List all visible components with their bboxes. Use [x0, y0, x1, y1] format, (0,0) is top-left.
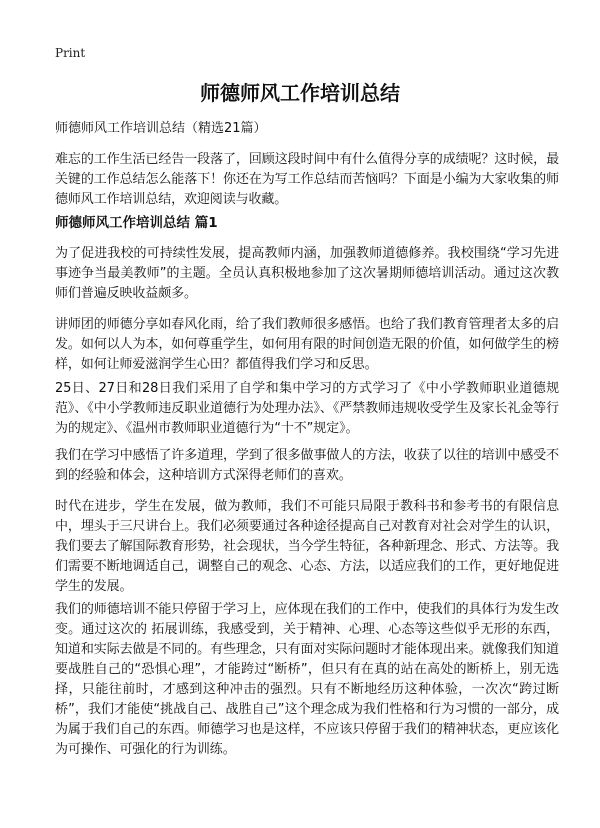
document-subtitle: 师德师风工作培训总结（精选21篇）: [55, 121, 267, 136]
paragraph-5: 时代在进步，学生在发展，做为教师，我们不可能只局限于教科书和参考书的有限信息中，埋头于三尺讲台上。我们必须要通过各种途径提高自己对教育对社会对学生的认识，我们要去了解国际教育形势，社会现状，当今学生特征，各种新理念、形式、方法等。我们需要不断地调适自己，调整自己的观念、心态、方法，以适应我们的工作，更好地促进学生的发展。: [55, 499, 559, 594]
section-heading: 师德师风工作培训总结 篇1: [55, 215, 218, 231]
paragraph-3: 25日、27日和28日我们采用了自学和集中学习的方式学习了《中小学教师职业道德规范》、《中小学教师违反职业道德行为处理办法》、《严禁教师违规收受学生及家长礼金等行为的规定》、《温州市教师职业道德行为“十不”规定》。: [55, 381, 559, 436]
paragraph-6: 我们的师德培训不能只停留于学习上，应体现在我们的工作中，使我们的具体行为发生改变。通过这次的 拓展训练，我感受到，关于精神、心理、心态等这些似乎无形的东西，知道和实际去做是不同的。有些理念，只有面对实际问题时才能体现出来。就像我们知道要战胜自己的“恐惧心理”，才能跨过“断桥”，但只有在真的站在高处的断桥上，别无选择，只能往前时，才感到这种冲击的强烈。只有不断地经历这种体验，一次次“跨过断桥”，我们才能使“挑战自己、战胜自己”这个理念成为我们性格和行为习惯的一部分，成为属于我们自己的东西。师德学习也是这样，不应该只停留于我们的精神状态，更应该化为可操作、可强化的行为训练。: [55, 602, 559, 757]
paragraph-1: 为了促进我校的可持续性发展，提高教师内涵，加强教师道德修养。我校围绕“学习先进事迹争当最美教师”的主题。全员认真积极地参加了这次暑期师德培训活动。通过这次教师们普遍反映收益颇多。: [55, 246, 559, 301]
page-title: 师德师风工作培训总结: [200, 81, 400, 105]
paragraph-2: 讲师团的师德分享如春风化雨，给了我们教师很多感悟。也给了我们教育管理者太多的启发。如何以人为本，如何尊重学生，如何用有限的时间创造无限的价值，如何做学生的榜样，如何让师爱滋润学生心田？都值得我们学习和反思。: [55, 317, 559, 372]
intro-paragraph: 难忘的工作生活已经告一段落了，回顾这段时间中有什么值得分享的成绩呢？这时候，最关键的工作总结怎么能落下！你还在为写工作总结而苦恼吗？下面是小编为大家收集的师德师风工作培训总结，欢迎阅读与收藏。: [55, 152, 559, 207]
print-link[interactable]: Print: [55, 46, 86, 60]
paragraph-4: 我们在学习中感悟了许多道理，学到了很多做事做人的方法，收获了以往的培训中感受不到的经验和体会，这种培训方式深得老师们的喜欢。: [55, 448, 559, 483]
